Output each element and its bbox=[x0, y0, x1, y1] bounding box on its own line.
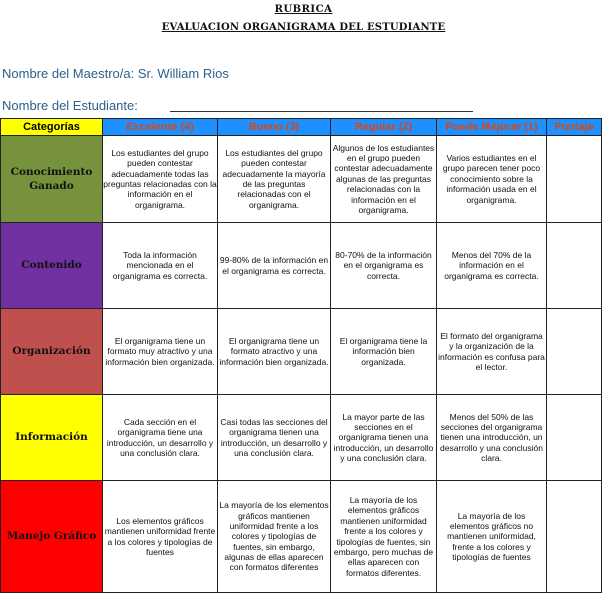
table-row bbox=[1, 136, 602, 223]
descriptor-cell: Casi todas las secciones del organigrama tienen una introducción, un desarrollo y una conclusión clara. bbox=[218, 395, 331, 481]
score-cell[interactable] bbox=[547, 309, 602, 395]
category-cell: Manejo Gráfico bbox=[1, 481, 103, 593]
descriptor-cell: Menos del 70% de la información en el organigrama es correcta. bbox=[437, 223, 547, 309]
descriptor-cell: El formato del organigrama y la organización de la información es confusa para el lector. bbox=[437, 309, 547, 395]
descriptor-cell: Cada sección en el organigrama tiene una introducción, un desarrollo y una conclusión clara. bbox=[103, 395, 218, 481]
header-bueno: Bueno (3) bbox=[218, 119, 331, 136]
descriptor-cell: El organigrama tiene un formato atractivo y una información bien organizada. bbox=[218, 309, 331, 395]
table-row bbox=[1, 309, 602, 395]
descriptor-cell: Varios estudiantes en el grupo parecen tener poco conocimiento sobre la información usada en el organigrama. bbox=[437, 136, 547, 223]
descriptor-cell: Los elementos gráficos mantienen uniformidad frente a los colores y tipologías de fuentes bbox=[103, 481, 218, 593]
score-cell[interactable] bbox=[547, 395, 602, 481]
header-regular: Regular (2) bbox=[331, 119, 437, 136]
table-row bbox=[1, 481, 602, 593]
descriptor-cell: La mayoría de los elementos gráficos no mantienen uniformidad, frente a los colores y tipologías de fuentes bbox=[437, 481, 547, 593]
header-puntaje: Puntaje bbox=[547, 119, 602, 136]
header-excelente: Excelente (4) bbox=[103, 119, 218, 136]
category-cell: Información bbox=[1, 395, 103, 481]
descriptor-cell: Los estudiantes del grupo pueden contestar adecuadamente todas las preguntas relacionadas con la información en el organigrama. bbox=[103, 136, 218, 223]
descriptor-cell: Algunos de los estudiantes en el grupo pueden contestar adecuadamente algunas de las preguntas relacionadas con la información en el organigrama. bbox=[331, 136, 437, 223]
score-cell[interactable] bbox=[547, 136, 602, 223]
table-header-row bbox=[1, 119, 602, 136]
student-name-line[interactable] bbox=[170, 111, 473, 112]
document-title: RUBRICA bbox=[274, 4, 333, 15]
descriptor-cell: La mayoría de los elementos gráficos mantienen uniformidad frente a los colores y tipologías de fuentes, sin embargo, pero muchas de ellas aparecen con formatos diferentes. bbox=[331, 481, 437, 593]
category-cell: Conocimiento Ganado bbox=[1, 136, 103, 223]
descriptor-cell: La mayoría de los elementos gráficos mantienen uniformidad frente a los colores y tipologías de fuentes, sin embargo, algunas de ellas aparecen con formatos diferentes bbox=[218, 481, 331, 593]
descriptor-cell: Toda la información mencionada en el organigrama es correcta. bbox=[103, 223, 218, 309]
descriptor-cell: 99-80% de la información en el organigrama es correcta. bbox=[218, 223, 331, 309]
header-categories: Categorías bbox=[1, 119, 103, 136]
rubric-table bbox=[0, 118, 602, 593]
descriptor-cell: La mayor parte de las secciones en el organigrama tienen una introducción, un desarrollo y una conclusión clara. bbox=[331, 395, 437, 481]
descriptor-cell: 80-70% de la información en el organigrama es correcta. bbox=[331, 223, 437, 309]
descriptor-cell: El organigrama tiene un formato muy atractivo y una información bien organizada. bbox=[103, 309, 218, 395]
score-cell[interactable] bbox=[547, 481, 602, 593]
category-cell: Contenido bbox=[1, 223, 103, 309]
header-puede-mejorar: Puede Mejorar (1) bbox=[437, 119, 547, 136]
category-cell: Organización bbox=[1, 309, 103, 395]
descriptor-cell: Los estudiantes del grupo pueden contestar adecuadamente la mayoría de las preguntas relacionadas con el organigrama. bbox=[218, 136, 331, 223]
descriptor-cell: El organigrama tiene la información bien organizada. bbox=[331, 309, 437, 395]
table-row bbox=[1, 223, 602, 309]
teacher-name: Nombre del Maestro/a: Sr. William Rios bbox=[2, 66, 229, 81]
table-row bbox=[1, 395, 602, 481]
document-subtitle: EVALUACION ORGANIGRAMA DEL ESTUDIANTE bbox=[161, 22, 446, 33]
score-cell[interactable] bbox=[547, 223, 602, 309]
descriptor-cell: Menos del 50% de las secciones del organigrama tienen una introducción, un desarrollo y una conclusión clara. bbox=[437, 395, 547, 481]
student-name-label: Nombre del Estudiante: bbox=[2, 98, 138, 113]
